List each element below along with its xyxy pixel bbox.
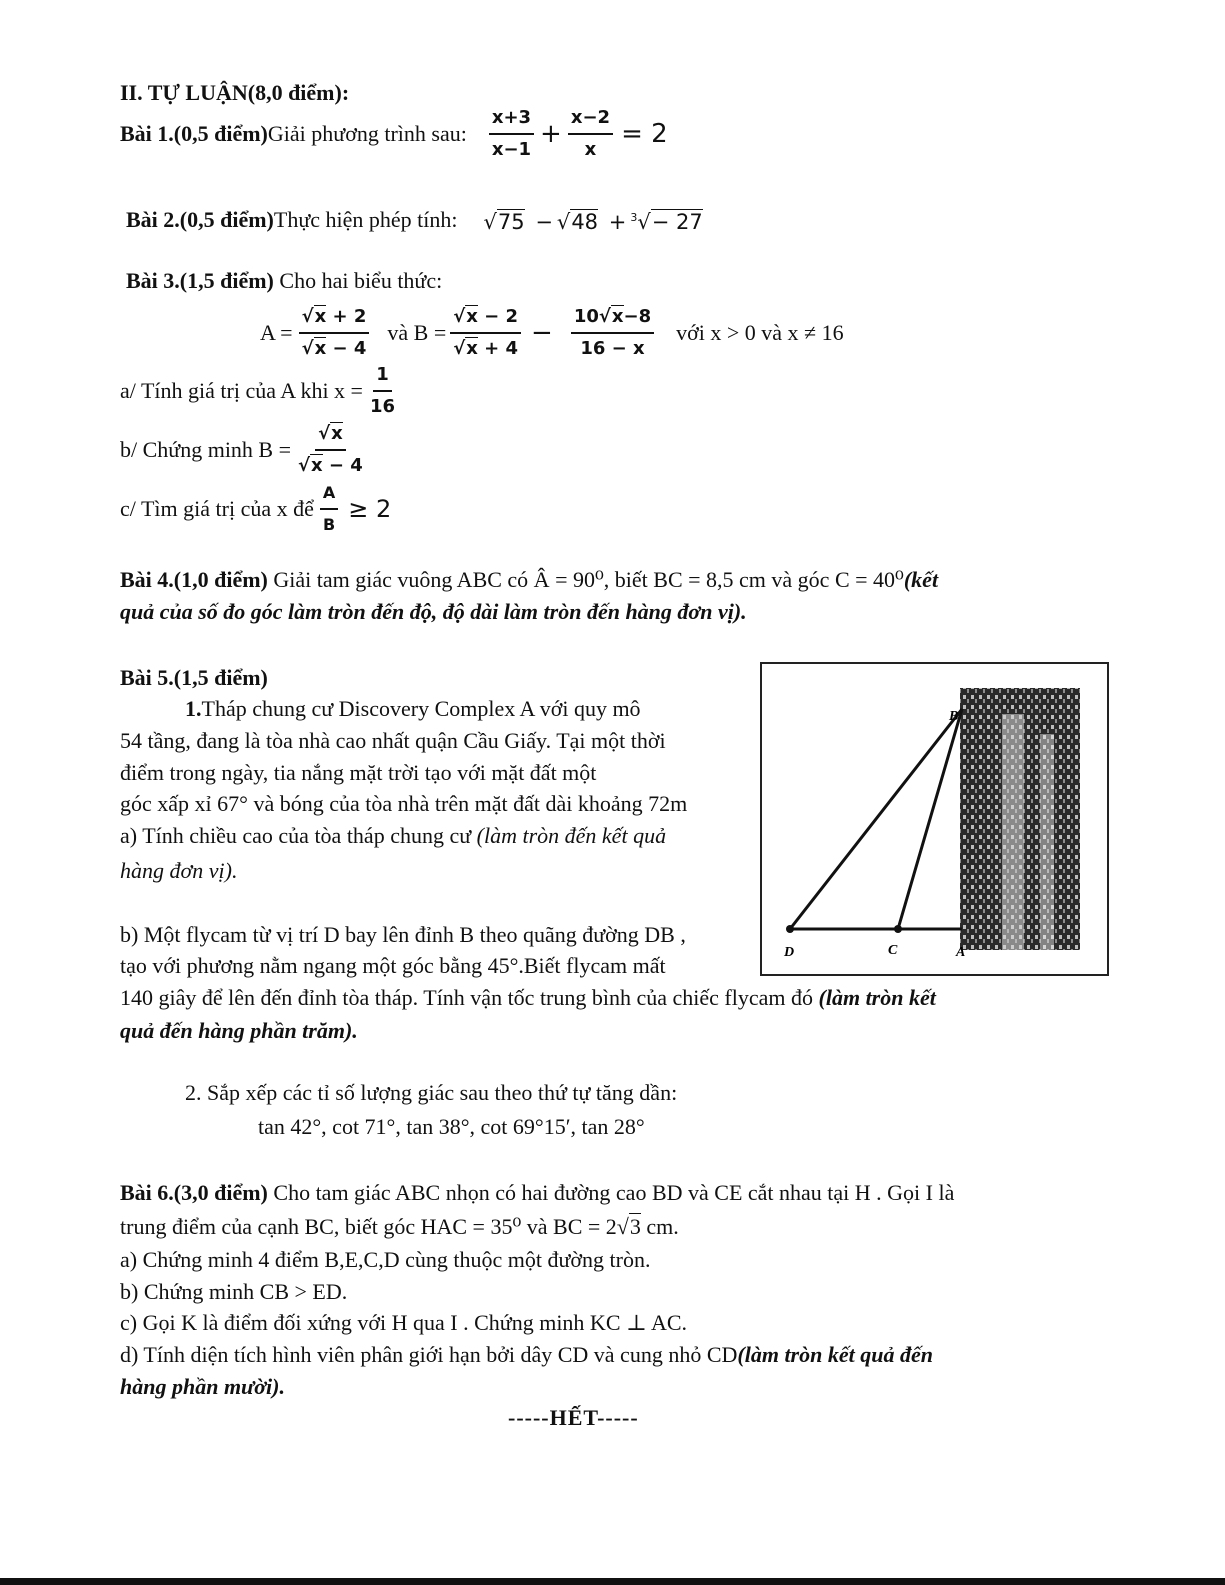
- a-fraction: $\frac{√x + 2}{√x - 4}$: [299, 304, 370, 362]
- line-CB: [898, 709, 962, 929]
- bai5-p2-line1: 2. Sắp xếp các tỉ số lượng giác sau theo thứ tự tăng dần:: [185, 1080, 678, 1105]
- bai6-line1: Bài 6.(3,0 điểm) Cho tam giác ABC nhọn có hai đường cao BD và CE cắt nhau tại H . Gọi I là: [120, 1180, 955, 1205]
- b-fraction-1: $\frac{√x - 2}{√x + 4}$: [450, 304, 521, 362]
- bai6-question-b: b) Chứng minh CB > ED.: [120, 1279, 348, 1304]
- line-DB: [790, 709, 962, 929]
- bai3-label: Bài 3.(1,5 điểm): [126, 268, 274, 293]
- bai4-label: Bài 4.(1,0 điểm): [120, 567, 268, 592]
- condition-text: với x > 0 và x ≠ 16: [676, 320, 844, 345]
- bai1-rhs: = 2: [621, 119, 668, 149]
- bai5-p2-line2: tan 42°, cot 71°, tan 38°, cot 69°15′, tan 28°: [258, 1114, 645, 1139]
- point-D: [786, 925, 794, 933]
- bai5-p1-line3: điểm trong ngày, tia nắng mặt trời tạo với mặt đất một: [120, 760, 597, 785]
- label-C: C: [888, 943, 898, 958]
- bai1-text: Giải phương trình sau:: [267, 121, 467, 146]
- bai5-p1-line4: góc xấp xỉ 67° và bóng của tòa nhà trên mặt đất dài khoảng 72m: [120, 791, 688, 816]
- bai5-qa-line1: a) Tính chiều cao của tòa tháp chung cư (làm tròn đến kết quả: [120, 823, 667, 848]
- bai5-p1-line2: 54 tầng, đang là tòa nhà cao nhất quận Cầu Giấy. Tại một thời: [120, 728, 666, 753]
- bai3-question-b: b/ Chứng minh B = $\frac{√x}{√x - 4}$: [120, 422, 366, 478]
- tower-facade-stripe: [1040, 734, 1054, 950]
- bai3-text: Cho hai biểu thức:: [273, 268, 443, 293]
- point-C: [894, 925, 902, 933]
- bai6-label: Bài 6.(3,0 điểm): [120, 1180, 268, 1205]
- tower-diagram: [762, 664, 1107, 974]
- bai2-row: [126, 205, 703, 235]
- bottom-border: [0, 1578, 1225, 1585]
- label-D: D: [784, 945, 795, 960]
- bai5-qb-line3: 140 giây để lên đến đỉnh tòa tháp. Tính vận tốc trung bình của chiếc flycam đó (làm tròn kết: [120, 985, 936, 1010]
- bai4-line1: Bài 4.(1,0 điểm) Giải tam giác vuông ABC có Â = 90⁰, biết BC = 8,5 cm và góc C = 40⁰(kết: [120, 567, 939, 592]
- bai1-label: Bài 1.(0,5 điểm): [120, 121, 268, 146]
- and-b-equals: và B =: [387, 320, 447, 345]
- bai3-question-a: a/ Tính giá trị của A khi x = $\frac{1}{16}$: [120, 364, 398, 418]
- section-title: II. TỰ LUẬN(8,0 điểm):: [120, 80, 350, 105]
- bai6-question-d-note: hàng phần mười).: [120, 1374, 285, 1399]
- label-B: B: [949, 709, 959, 724]
- bai5-qa-note: hàng đơn vị).: [120, 858, 238, 883]
- bai3-heading: [126, 268, 442, 294]
- label-A: A: [956, 945, 966, 960]
- bai2-expression: √75 − √48 + $^3$√− 27: [483, 210, 703, 234]
- b-minus: −: [531, 318, 553, 348]
- tower-facade-light: [1002, 714, 1024, 950]
- qa-fraction: $\frac{1}{16}$: [369, 364, 396, 417]
- bai4-note: quả của số đo góc làm tròn đến độ, độ dài làm tròn đến hàng đơn vị).: [120, 599, 747, 624]
- bai3-expressions: [260, 304, 844, 362]
- tower-figure: [760, 662, 1109, 976]
- qc-fraction: $\frac{A}{B}$: [320, 480, 338, 538]
- bai5-qb-line1: b) Một flycam từ vị trí D bay lên đỉnh B theo quãng đường DB ,: [120, 922, 686, 947]
- bai5-qb-line2: tạo với phương nằm ngang một góc bằng 45°.Biết flycam mất: [120, 953, 666, 978]
- b-fraction-2: $\frac{10√x-8}{16 - x}$: [571, 304, 654, 362]
- bai1-plus: +: [540, 119, 562, 149]
- bai6-question-a: a) Chứng minh 4 điểm B,E,C,D cùng thuộc một đường tròn.: [120, 1247, 651, 1272]
- bai5-qb-note: quả đến hàng phần trăm).: [120, 1018, 358, 1043]
- bai2-text: Thực hiện phép tính:: [273, 207, 458, 232]
- bai1-fraction-2: $\frac{x-2}{x}$: [568, 105, 613, 163]
- qb-fraction: $\frac{√x}{√x - 4}$: [298, 423, 363, 476]
- bai6-line2: trung điểm của cạnh BC, biết góc HAC = 35⁰ và BC = 2√3 cm.: [120, 1214, 679, 1239]
- bai5-label: Bài 5.(1,5 điểm): [120, 665, 268, 690]
- bai6-question-c: c) Gọi K là điểm đối xứng với H qua I . Chứng minh KC ⊥ AC.: [120, 1310, 688, 1335]
- bai5-p1-line1: 1.Tháp chung cư Discovery Complex A với quy mô: [185, 696, 641, 721]
- a-equals: A =: [260, 320, 293, 345]
- bai1-row: [120, 108, 668, 160]
- bai2-label: Bài 2.(0,5 điểm): [126, 207, 274, 232]
- bai3-question-c: c/ Tìm giá trị của x để $\frac{A}{B}$ ≥ 2: [120, 482, 391, 536]
- bai1-fraction-1: $\frac{x+3}{x-1}$: [489, 105, 534, 163]
- end-marker: -----HẾT-----: [508, 1405, 639, 1430]
- bai6-question-d: d) Tính diện tích hình viên phân giới hạn bởi dây CD và cung nhỏ CD(làm tròn kết quả đến: [120, 1342, 933, 1367]
